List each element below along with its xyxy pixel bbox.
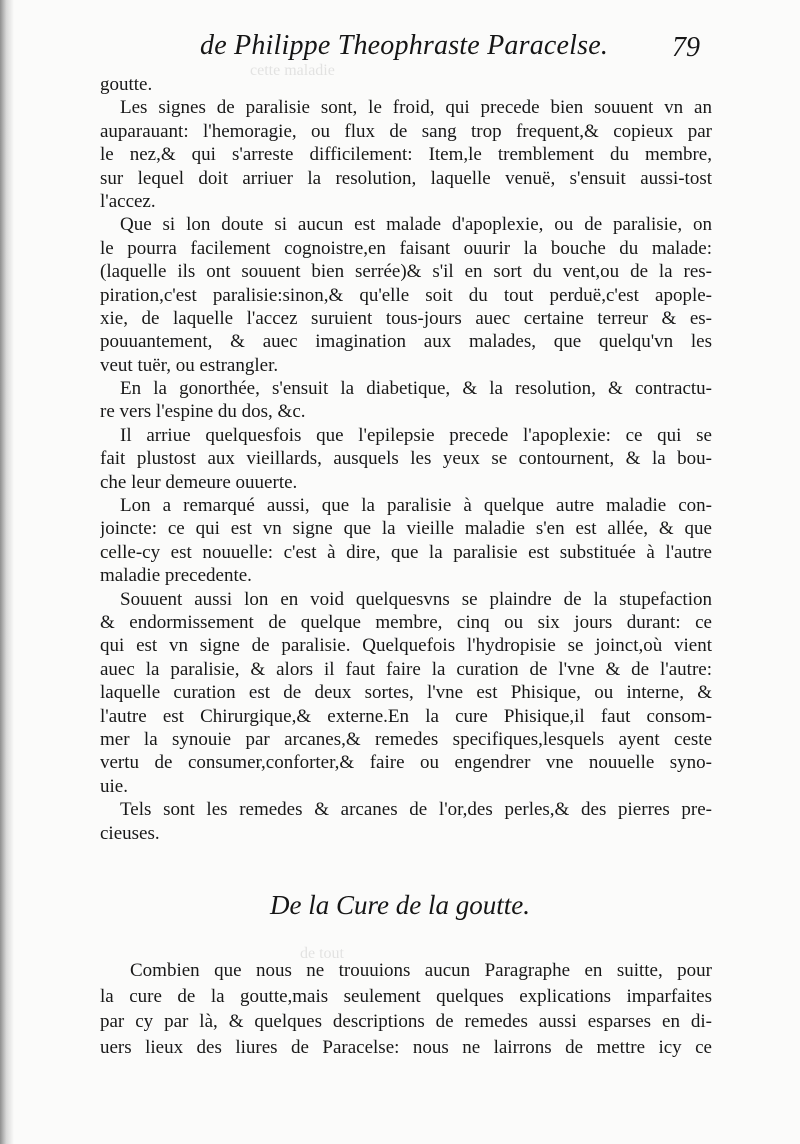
text-line: celle-cy est nouuelle: c'est à dire, que la paralisie est substituée à l'autre	[100, 541, 712, 563]
show-through-text: cette maladie	[250, 62, 335, 79]
text-line: laquelle curation est de deux sortes, l'vne est Phisique, ou interne, &	[100, 682, 712, 704]
text-line: par cy par là, & quelques descriptions de remedes aussi esparses en di-	[100, 1011, 712, 1032]
text-line: joincte: ce qui est vn signe que la vieille maladie s'en est allée, & que	[100, 518, 712, 540]
text-line: Lon a remarqué aussi, que la paralisie à quelque autre maladie con-	[120, 495, 712, 517]
show-through-text: de tout	[300, 945, 344, 962]
text-line: Souuent aussi lon en void quelquesvns se plaindre de la stupefaction	[120, 588, 712, 610]
page-header	[0, 30, 800, 70]
text-line: (laquelle ils ont souuent bien serrée)& s'il en sort du vent,ou de la res-	[100, 261, 712, 283]
text-line: uers lieux des liures de Paracelse: nous ne lairrons de mettre icy ce	[100, 1036, 712, 1058]
main-text-block	[100, 73, 712, 845]
text-line: che leur demeure ouuerte.	[100, 471, 298, 493]
text-line: Combien que nous ne trouuions aucun Paragraphe en suitte, pour	[130, 960, 712, 981]
text-line: sur lequel doit arriuer la resolution, laquelle venuë, s'ensuit aussi-tost	[100, 167, 712, 189]
text-line: re vers l'espine du dos, &c.	[100, 401, 306, 423]
text-line: auec la paralisie, & alors il faut faire la curation de l'vne & de l'autre:	[100, 658, 712, 680]
text-line: uie.	[100, 775, 128, 797]
text-line: goutte.	[100, 74, 153, 95]
text-line: En la gonorthée, s'ensuit la diabetique, & la resolution, & contractu-	[120, 378, 712, 400]
text-line: auparauant: l'hemoragie, ou flux de sang trop frequent,& copieux par	[100, 120, 712, 142]
text-line: & endormissement de quelque membre, cinq ou six jours durant: ce	[100, 611, 712, 633]
text-line: l'accez.	[100, 190, 156, 212]
section-text-block	[100, 958, 712, 1060]
text-line: qui est vn signe de paralisie. Quelquefois l'hydropisie se joinct,où vient	[100, 635, 712, 657]
text-line: l'autre est Chirurgique,& externe.En la cure Phisique,il faut consom-	[100, 705, 712, 727]
text-line: Que si lon doute si aucun est malade d'apoplexie, ou de paralisie, on	[120, 214, 712, 236]
text-line: pouuantement, & auec imagination aux malades, que quelqu'vn les	[100, 331, 712, 353]
text-line: maladie precedente.	[100, 565, 252, 587]
text-line: mer la synouie par arcanes,& remedes specifiques,lesquels ayent ceste	[100, 728, 712, 750]
text-line: le pourra facilement cognoistre,en faisant ouurir la bouche du malade:	[100, 237, 712, 259]
text-line: cieuses.	[100, 822, 160, 844]
text-line: Les signes de paralisie sont, le froid, qui precede bien souuent vn an	[120, 97, 712, 119]
text-line: veut tuër, ou estrangler.	[100, 354, 279, 376]
text-line: vertu de consumer,conforter,& faire ou engendrer vne nouuelle syno-	[100, 752, 712, 774]
text-line: le nez,& qui s'arreste difficilement: Item,le tremblement du membre,	[100, 144, 712, 166]
section-title: De la Cure de la goutte.	[270, 890, 530, 920]
text-line: xie, de laquelle l'accez suruient tous-jours auec certaine terreur & es-	[100, 307, 712, 329]
text-line: piration,c'est paralisie:sinon,& qu'elle soit du tout perduë,c'est apople-	[100, 284, 712, 306]
page-number: 79	[672, 32, 700, 63]
running-head: de Philippe Theophraste Paracelse.	[200, 30, 609, 61]
text-line: Il arriue quelquesfois que l'epilepsie precede l'apoplexie: ce qui se	[120, 424, 712, 446]
text-line: Tels sont les remedes & arcanes de l'or,des perles,& des pierres pre-	[120, 799, 712, 821]
text-line: fait plustost aux vieillards, ausquels les yeux se contournent, & la bou-	[100, 448, 712, 470]
text-line: la cure de la goutte,mais seulement quelques explications imparfaites	[100, 985, 712, 1007]
binding-shadow	[0, 0, 14, 1144]
